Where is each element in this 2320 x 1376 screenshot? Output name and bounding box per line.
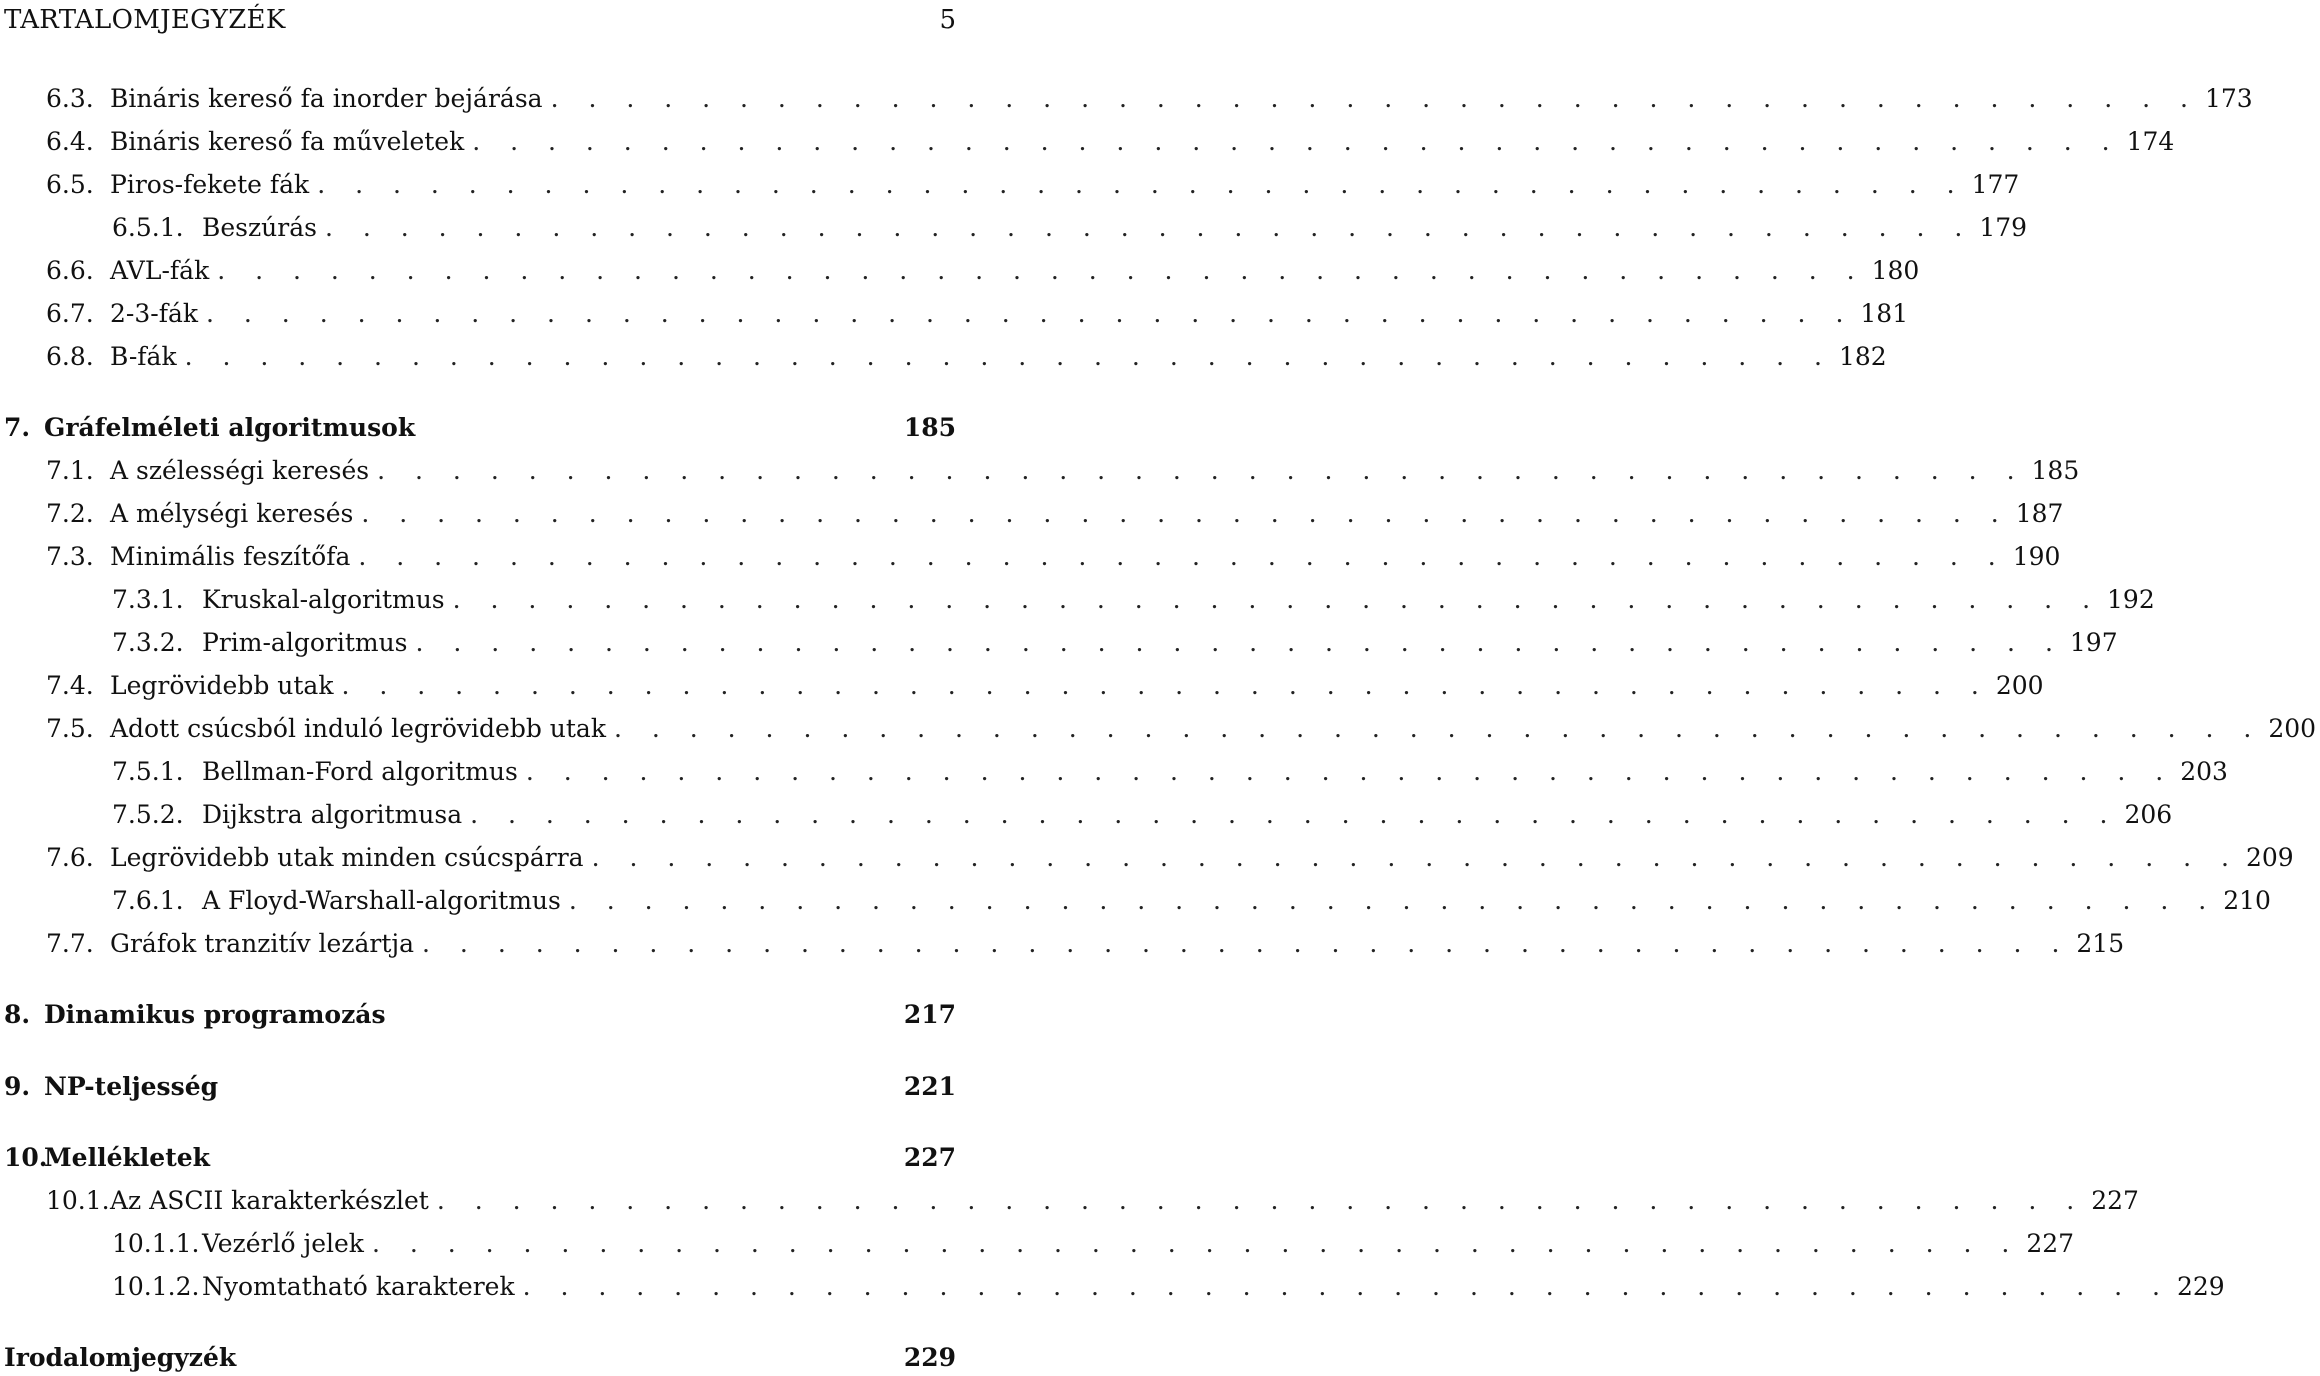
toc-entry-7-7[interactable]: [0, 927, 2125, 961]
toc-entry-6-7[interactable]: [0, 297, 1909, 331]
entry-title: Legrövidebb utak: [110, 671, 334, 700]
entry-title: Dijkstra algoritmusa: [202, 800, 463, 829]
dot-leader: . . . . . . . . . . . . . . . . . . . . . . . . . . . . . . . . . . . . . . . . . . . .: [184, 342, 1833, 371]
toc-bibliography[interactable]: [0, 1341, 960, 1375]
entry-title: Gráfok tranzitív lezártja: [110, 929, 415, 958]
entry-page: 209: [2245, 843, 2294, 872]
entry-number: 7.5.: [46, 714, 94, 743]
entry-title: A mélységi keresés: [110, 499, 354, 528]
toc-entry-7-5[interactable]: [0, 712, 2317, 746]
chapter-page: 185: [903, 413, 956, 442]
chapter-page: 227: [903, 1143, 956, 1172]
chapter-title: Gráfelméleti algoritmusok: [44, 413, 416, 442]
entry-page: 200: [2268, 714, 2317, 743]
entry-number: 6.5.1.: [112, 213, 184, 242]
entry-page: 182: [1838, 342, 1887, 371]
entry-title: Nyomtatható karakterek: [202, 1272, 515, 1301]
toc-entry-10-1-2[interactable]: [0, 1270, 2225, 1304]
entry-title: Adott csúcsból induló legrövidebb utak: [110, 714, 606, 743]
chapter-title: Irodalomjegyzék: [4, 1343, 237, 1372]
entry-number: 7.5.1.: [112, 757, 184, 786]
entry-page: 173: [2204, 84, 2253, 113]
header-title: TARTALOMJEGYZÉK: [4, 5, 286, 35]
entry-page: 192: [2107, 585, 2155, 614]
entry-title: Bináris kereső fa inorder bejárása: [110, 84, 543, 113]
entry-page: 177: [1971, 170, 2020, 199]
toc-entry-7-2[interactable]: [0, 497, 2064, 531]
entry-number: 7.1.: [46, 456, 94, 485]
toc-entry-7-1[interactable]: [0, 454, 2080, 488]
toc-entry-7-4[interactable]: [0, 669, 2044, 703]
entry-number: 6.3.: [46, 84, 94, 113]
entry-title: AVL-fák: [110, 256, 210, 285]
entry-number: 10.1.1.: [112, 1229, 200, 1258]
chapter-number: 10.: [4, 1143, 48, 1172]
chapter-title: Mellékletek: [44, 1143, 210, 1172]
entry-number: 10.1.: [46, 1186, 110, 1215]
dot-leader: . . . . . . . . . . . . . . . . . . . . . . . . . . . . . . . . . . . . . . . . . . . .: [550, 84, 2199, 113]
toc-entry-7-3-1[interactable]: [0, 583, 2155, 617]
entry-number: 7.2.: [46, 499, 94, 528]
toc-entry-6-5[interactable]: [0, 168, 2020, 202]
entry-number: 7.3.: [46, 542, 94, 571]
entry-number: 10.1.2.: [112, 1272, 200, 1301]
running-header: [0, 0, 960, 40]
dot-leader: . . . . . . . . . . . . . . . . . . . . . . . . . . . . . . . . . . . . . . . . . . . .: [591, 843, 2240, 872]
entry-title: Kruskal-algoritmus: [202, 585, 445, 614]
entry-page: 203: [2180, 757, 2228, 786]
toc-entry-7-6[interactable]: [0, 841, 2294, 875]
chapter-page: 229: [903, 1343, 956, 1372]
header-page-number: 5: [939, 5, 956, 35]
entry-title: Piros-fekete fák: [110, 170, 310, 199]
dot-leader: . . . . . . . . . . . . . . . . . . . . . . . . . . . . . . . . . . . . . . . . . . . .: [422, 929, 2071, 958]
chapter-title: Dinamikus programozás: [44, 1000, 386, 1029]
dot-leader: . . . . . . . . . . . . . . . . . . . . . . . . . . . . . . . . . . . . . . . . . . . .: [472, 127, 2121, 156]
entry-page: 200: [1995, 671, 2044, 700]
dot-leader: . . . . . . . . . . . . . . . . . . . . . . . . . . . . . . . . . . . . . . . . . . . .: [341, 671, 1990, 700]
toc-entry-6-5-1[interactable]: [0, 211, 2028, 245]
dot-leader: . . . . . . . . . . . . . . . . . . . . . . . . . . . . . . . . . . . . . . . . . . . .: [371, 1229, 2021, 1258]
entry-number: 7.6.: [46, 843, 94, 872]
entry-title: Legrövidebb utak minden csúcspárra: [110, 843, 584, 872]
dot-leader: . . . . . . . . . . . . . . . . . . . . . . . . . . . . . . . . . . . . . . . . . . . .: [436, 1186, 2086, 1215]
toc-entry-6-6[interactable]: [0, 254, 1920, 288]
dot-leader: . . . . . . . . . . . . . . . . . . . . . . . . . . . . . . . . . . . . . . . . . . . .: [415, 628, 2064, 657]
entry-number: 7.5.2.: [112, 800, 184, 829]
dot-leader: . . . . . . . . . . . . . . . . . . . . . . . . . . . . . . . . . . . . . . . . . . . .: [470, 800, 2119, 829]
entry-number: 6.8.: [46, 342, 94, 371]
toc-entry-7-3[interactable]: [0, 540, 2061, 574]
entry-title: Prim-algoritmus: [202, 628, 408, 657]
entry-title: Bináris kereső fa műveletek: [110, 127, 465, 156]
dot-leader: . . . . . . . . . . . . . . . . . . . . . . . . . . . . . . . . . . . . . . . . . . . .: [358, 542, 2007, 571]
toc-entry-6-3[interactable]: [0, 82, 2253, 116]
chapter-page: 217: [903, 1000, 956, 1029]
entry-title: B-fák: [110, 342, 177, 371]
entry-number: 7.3.1.: [112, 585, 184, 614]
dot-leader: . . . . . . . . . . . . . . . . . . . . . . . . . . . . . . . . . . . . . . . . . . . .: [324, 213, 1974, 242]
toc-entry-7-6-1[interactable]: [0, 884, 2271, 918]
entry-number: 7.6.1.: [112, 886, 184, 915]
dot-leader: . . . . . . . . . . . . . . . . . . . . . . . . . . . . . . . . . . . . . . . . . . . .: [317, 170, 1966, 199]
entry-page: 206: [2124, 800, 2173, 829]
dot-leader: . . . . . . . . . . . . . . . . . . . . . . . . . . . . . . . . . . . . . . . . . . . .: [377, 456, 2026, 485]
chapter-title: NP-teljesség: [44, 1072, 219, 1101]
toc-chapter-9[interactable]: [0, 1070, 960, 1104]
toc-entry-10-1[interactable]: [0, 1184, 2139, 1218]
entry-number: 7.7.: [46, 929, 94, 958]
entry-title: A szélességi keresés: [110, 456, 370, 485]
entry-page: 185: [2031, 456, 2080, 485]
chapter-number: 7.: [4, 413, 31, 442]
entry-page: 215: [2076, 929, 2125, 958]
entry-number: 6.7.: [46, 299, 94, 328]
entry-page: 174: [2126, 127, 2175, 156]
entry-page: 197: [2069, 628, 2118, 657]
entry-title: Minimális feszítőfa: [110, 542, 351, 571]
dot-leader: . . . . . . . . . . . . . . . . . . . . . . . . . . . . . . . . . . . . . . . . . . . .: [522, 1272, 2171, 1301]
chapter-page: 221: [903, 1072, 956, 1101]
dot-leader: . . . . . . . . . . . . . . . . . . . . . . . . . . . . . . . . . . . . . . . . . . . .: [206, 299, 1855, 328]
entry-page: 180: [1871, 256, 1920, 285]
entry-number: 6.5.: [46, 170, 94, 199]
entry-title: Beszúrás: [202, 213, 317, 242]
toc-entry-6-8[interactable]: [0, 340, 1887, 374]
entry-number: 7.3.2.: [112, 628, 184, 657]
dot-leader: . . . . . . . . . . . . . . . . . . . . . . . . . . . . . . . . . . . . . . . . . . . .: [361, 499, 2010, 528]
entry-title: A Floyd-Warshall-algoritmus: [202, 886, 561, 915]
entry-page: 227: [2091, 1186, 2139, 1215]
toc-chapter-10[interactable]: [0, 1141, 960, 1175]
chapter-number: 9.: [4, 1072, 31, 1101]
entry-number: 6.4.: [46, 127, 94, 156]
toc-entry-7-5-1[interactable]: [0, 755, 2228, 789]
entry-title: 2-3-fák: [110, 299, 199, 328]
entry-page: 227: [2026, 1229, 2075, 1258]
entry-page: 187: [2015, 499, 2064, 528]
entry-page: 181: [1860, 299, 1909, 328]
entry-title: Vezérlő jelek: [202, 1229, 364, 1258]
toc-entry-7-3-2[interactable]: [0, 626, 2118, 660]
dot-leader: . . . . . . . . . . . . . . . . . . . . . . . . . . . . . . . . . . . . . . . . . . . .: [217, 256, 1866, 285]
entry-number: 6.6.: [46, 256, 94, 285]
toc-chapter-8[interactable]: [0, 998, 960, 1032]
entry-page: 190: [2012, 542, 2061, 571]
dot-leader: . . . . . . . . . . . . . . . . . . . . . . . . . . . . . . . . . . . . . . . . . . . .: [613, 714, 2263, 743]
entry-title: Bellman-Ford algoritmus: [202, 757, 518, 786]
dot-leader: . . . . . . . . . . . . . . . . . . . . . . . . . . . . . . . . . . . . . . . . . . . .: [452, 585, 2102, 614]
toc-chapter-7[interactable]: [0, 411, 960, 445]
toc-entry-7-5-2[interactable]: [0, 798, 2173, 832]
entry-number: 7.4.: [46, 671, 94, 700]
chapter-number: 8.: [4, 1000, 31, 1029]
entry-title: Az ASCII karakterkészlet: [110, 1186, 429, 1215]
entry-page: 179: [1979, 213, 2028, 242]
entry-page: 229: [2176, 1272, 2225, 1301]
toc-entry-10-1-1[interactable]: [0, 1227, 2075, 1261]
entry-page: 210: [2223, 886, 2271, 915]
dot-leader: . . . . . . . . . . . . . . . . . . . . . . . . . . . . . . . . . . . . . . . . . . . .: [568, 886, 2218, 915]
dot-leader: . . . . . . . . . . . . . . . . . . . . . . . . . . . . . . . . . . . . . . . . . . . .: [525, 757, 2175, 786]
toc-entry-6-4[interactable]: [0, 125, 2175, 159]
